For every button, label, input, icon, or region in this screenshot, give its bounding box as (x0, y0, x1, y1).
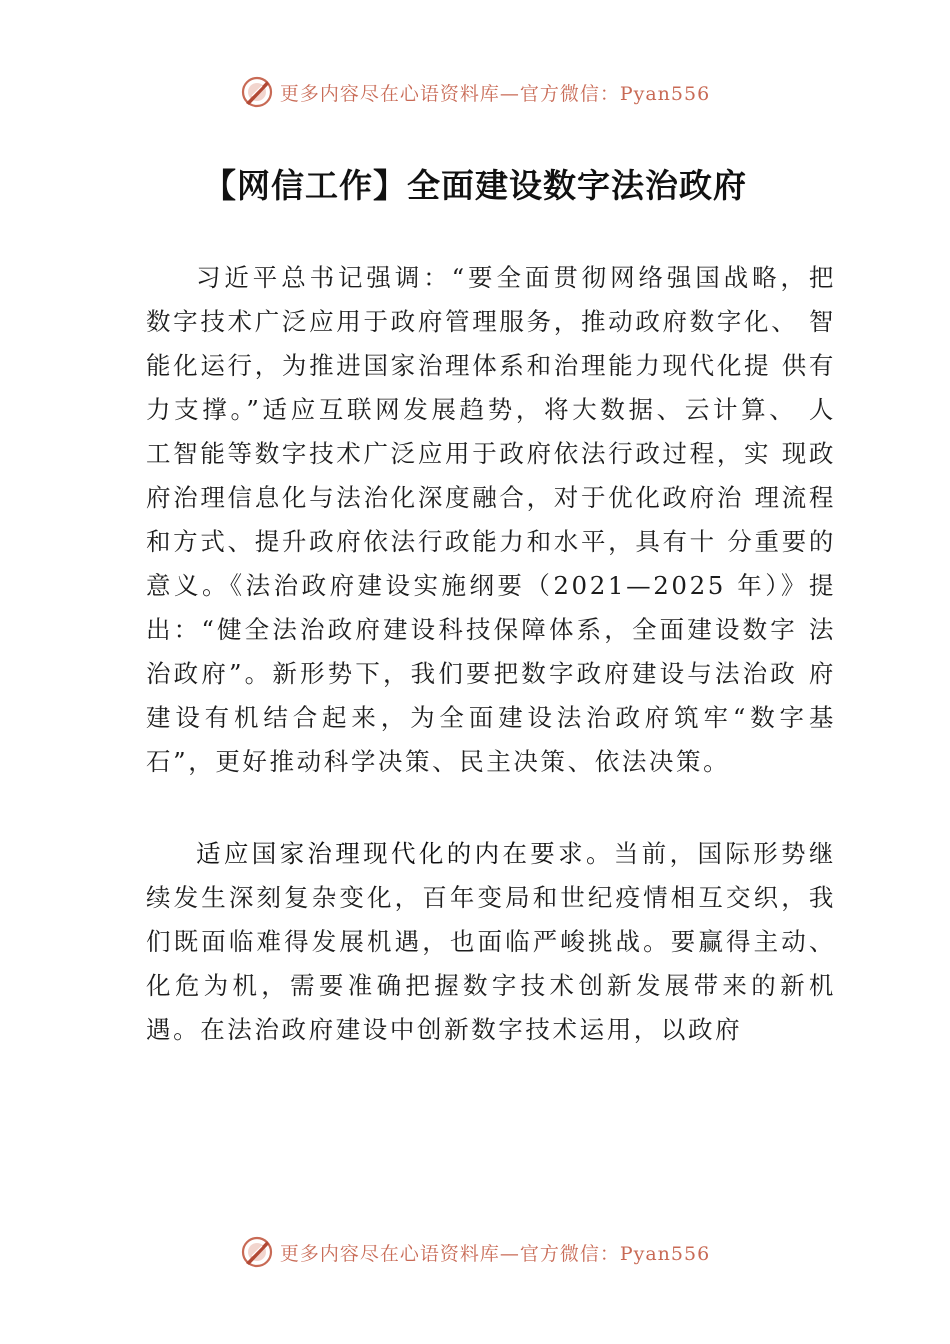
paragraph-2-lead: 适应国家治理现代化的内在要求。 (196, 839, 614, 868)
watermark-text: 更多内容尽在心语资料库—官方微信：Pyan556 (279, 82, 711, 105)
paragraph-2-body: 当前，国际形势继续发生深刻复杂变化，百年变局和世纪疫情相互交织，我们既面临难得发展机遇，也面临严峻挑战。要赢得主动、化危为机，需要准确把握数字技术创新发展带来的新机遇。在法治政府建设中创新数字技术运用，以政府 (146, 839, 836, 1044)
quill-seal-icon (240, 1235, 274, 1269)
quill-seal-icon (240, 75, 274, 109)
paragraph-2 (146, 832, 836, 1052)
footer-watermark (0, 1232, 950, 1272)
page-title: 【网信工作】全面建设数字法治政府 (203, 166, 747, 205)
watermark-text: 更多内容尽在心语资料库—官方微信：Pyan556 (279, 1242, 711, 1265)
paragraph-1: 习近平总书记强调：“要全面贯彻网络强国战略，把 数字技术广泛应用于政府管理服务，推动政府数字化、 智能化运行，为推进国家治理体系和治理能力现代化提 供有力支撑。”适应互联网发展趋势，将大数据、云计算、 人工智能等数字技术广泛应用于政府依法行政过程，实 现政府治理信息化与法治化深度融合，对于优化政府治 理流程和方式、提升政府依法行政能力和水平，具有十 分重要的意义。《法治政府建设实施纲要（2021—2025 年）》提出：“健全法治政府建设科技保障体系，全面建设数字 法治政府”。新形势下，我们要把数字政府建设与法治政 府建设有机结合起来，为全面建设法治政府筑牢“数字基石”，更好推动科学决策、民主决策、依法决策。 (146, 263, 836, 776)
header-watermark (0, 72, 950, 112)
